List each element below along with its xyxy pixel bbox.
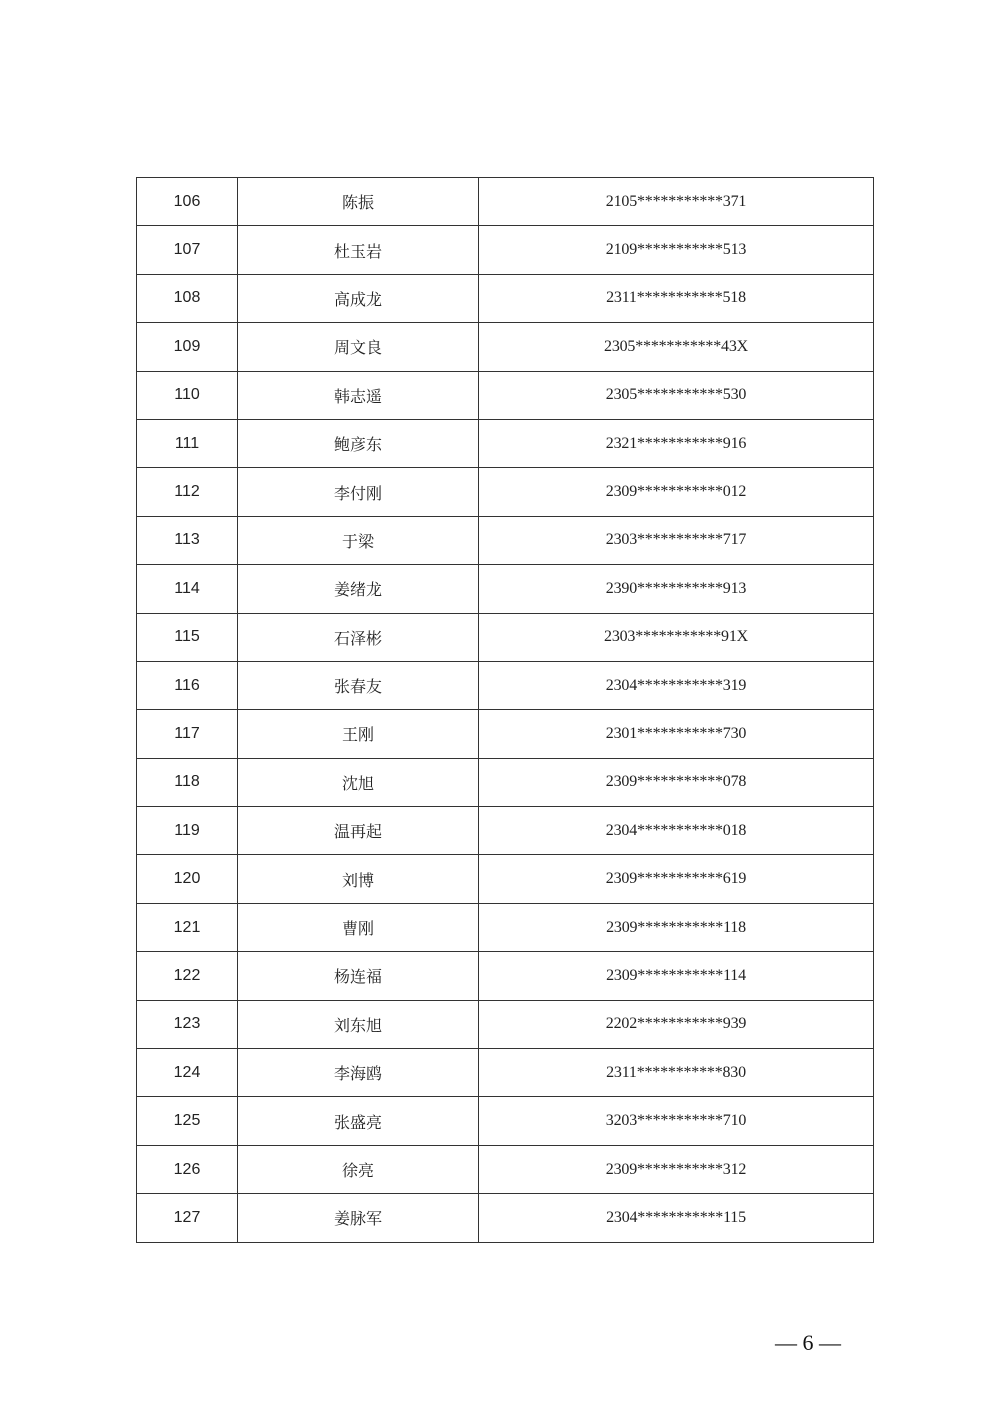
id-number: 2309***********312 (479, 1145, 874, 1193)
id-number: 2304***********319 (479, 661, 874, 709)
table-row (137, 516, 874, 564)
person-name: 姜脉军 (238, 1194, 479, 1242)
row-number: 124 (137, 1049, 238, 1097)
person-name: 刘博 (238, 855, 479, 903)
row-number: 110 (137, 371, 238, 419)
id-number: 2309***********012 (479, 468, 874, 516)
person-name: 杜玉岩 (238, 226, 479, 274)
id-number: 2321***********916 (479, 419, 874, 467)
row-number: 122 (137, 952, 238, 1000)
table-row (137, 758, 874, 806)
row-number: 116 (137, 661, 238, 709)
table-row (137, 661, 874, 709)
table-row (137, 807, 874, 855)
id-number: 2304***********115 (479, 1194, 874, 1242)
table-row (137, 274, 874, 322)
table-row (137, 371, 874, 419)
table-row (137, 613, 874, 661)
row-number: 125 (137, 1097, 238, 1145)
person-name: 刘东旭 (238, 1000, 479, 1048)
table-row (137, 1000, 874, 1048)
table-row (137, 1145, 874, 1193)
row-number: 127 (137, 1194, 238, 1242)
id-number: 2311***********830 (479, 1049, 874, 1097)
person-name: 曹刚 (238, 903, 479, 951)
row-number: 123 (137, 1000, 238, 1048)
person-name: 张盛亮 (238, 1097, 479, 1145)
table-row (137, 419, 874, 467)
id-number: 2311***********518 (479, 274, 874, 322)
id-number: 2309***********619 (479, 855, 874, 903)
person-name: 鲍彦东 (238, 419, 479, 467)
row-number: 121 (137, 903, 238, 951)
id-number: 2303***********717 (479, 516, 874, 564)
person-name: 王刚 (238, 710, 479, 758)
id-number: 2309***********078 (479, 758, 874, 806)
person-name: 李付刚 (238, 468, 479, 516)
person-name: 高成龙 (238, 274, 479, 322)
row-number: 112 (137, 468, 238, 516)
id-number: 2304***********018 (479, 807, 874, 855)
id-number: 2105***********371 (479, 178, 874, 226)
row-number: 108 (137, 274, 238, 322)
row-number: 107 (137, 226, 238, 274)
table-row (137, 565, 874, 613)
table-row (137, 1049, 874, 1097)
table-row (137, 1097, 874, 1145)
id-number: 2305***********43X (479, 323, 874, 371)
person-name: 陈振 (238, 178, 479, 226)
row-number: 126 (137, 1145, 238, 1193)
id-number: 2202***********939 (479, 1000, 874, 1048)
id-number: 2305***********530 (479, 371, 874, 419)
table-row (137, 903, 874, 951)
row-number: 111 (137, 419, 238, 467)
person-name: 于梁 (238, 516, 479, 564)
row-number: 119 (137, 807, 238, 855)
id-number: 2303***********91X (479, 613, 874, 661)
person-name: 韩志遥 (238, 371, 479, 419)
person-name: 徐亮 (238, 1145, 479, 1193)
id-number: 2109***********513 (479, 226, 874, 274)
table-row (137, 323, 874, 371)
row-number: 115 (137, 613, 238, 661)
id-number: 2301***********730 (479, 710, 874, 758)
id-number: 2390***********913 (479, 565, 874, 613)
person-name: 杨连福 (238, 952, 479, 1000)
id-number: 2309***********114 (479, 952, 874, 1000)
table-row (137, 1194, 874, 1242)
id-number: 2309***********118 (479, 903, 874, 951)
row-number: 117 (137, 710, 238, 758)
row-number: 118 (137, 758, 238, 806)
table-row (137, 468, 874, 516)
row-number: 114 (137, 565, 238, 613)
row-number: 113 (137, 516, 238, 564)
row-number: 109 (137, 323, 238, 371)
page-number: — 6 — (775, 1330, 841, 1355)
row-number: 106 (137, 178, 238, 226)
table-row (137, 710, 874, 758)
person-name: 姜绪龙 (238, 565, 479, 613)
person-name: 张春友 (238, 661, 479, 709)
person-name: 石泽彬 (238, 613, 479, 661)
person-name: 李海鸥 (238, 1049, 479, 1097)
table-row (137, 952, 874, 1000)
person-name: 沈旭 (238, 758, 479, 806)
id-number: 3203***********710 (479, 1097, 874, 1145)
person-name: 温再起 (238, 807, 479, 855)
table-row (137, 178, 874, 226)
person-name: 周文良 (238, 323, 479, 371)
row-number: 120 (137, 855, 238, 903)
table-row (137, 226, 874, 274)
roster-table (136, 177, 874, 1243)
table-row (137, 855, 874, 903)
